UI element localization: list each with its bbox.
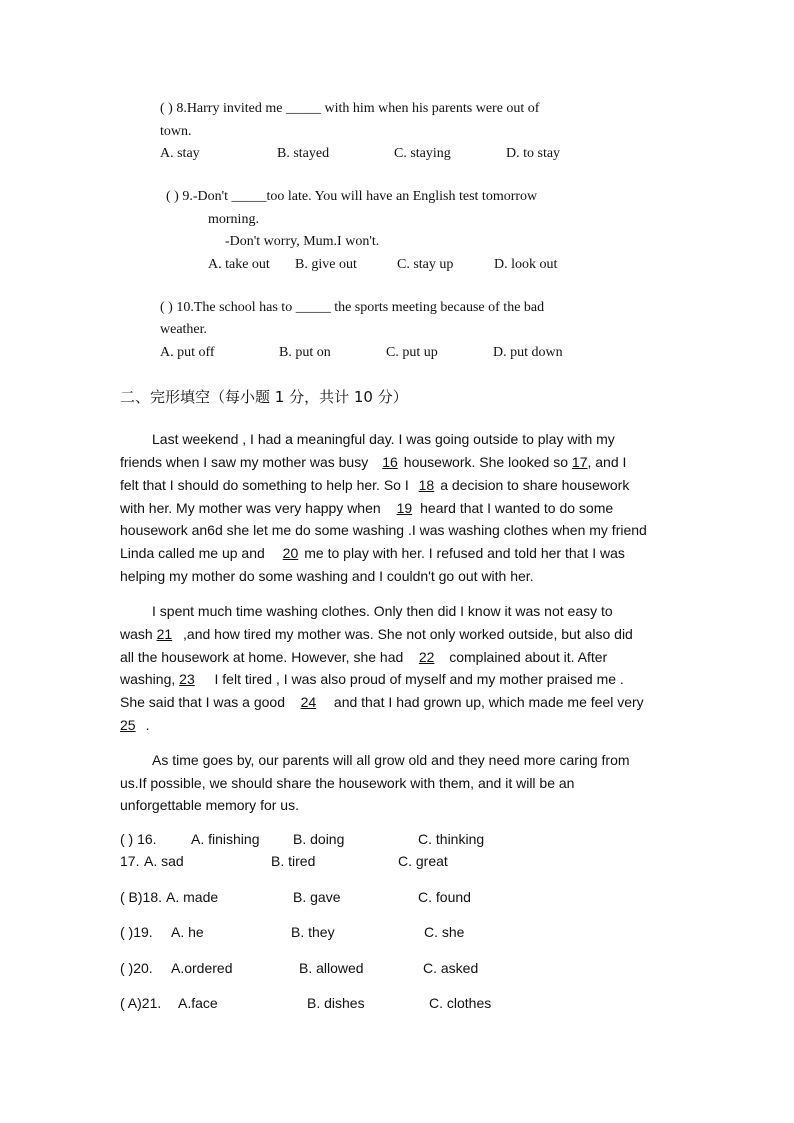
question-8-option-b: B. stayed bbox=[277, 146, 330, 161]
blank-17: 17 bbox=[571, 454, 588, 470]
passage-text: washing, bbox=[120, 671, 176, 687]
passage-text: ,and how tired my mother was. She not only worked outside, but also did bbox=[183, 626, 633, 642]
passage-line bbox=[120, 717, 149, 733]
question-10-option-d: D. put down bbox=[493, 345, 563, 360]
passage-text: She said that I was a good bbox=[120, 694, 285, 710]
cloze-option-21-a: A.face bbox=[178, 995, 218, 1011]
question-9-option-a: A. take out bbox=[208, 257, 270, 272]
passage-line: us.If possible, we should share the housework with them, and it will be an bbox=[120, 775, 575, 791]
blank-20: 20 bbox=[282, 545, 299, 561]
passage-line bbox=[120, 454, 626, 470]
cloze-option-17-b: B. tired bbox=[271, 853, 316, 869]
cloze-option-20-b: B. allowed bbox=[299, 960, 364, 976]
passage-text: me to play with her. I refused and told her that I was bbox=[304, 545, 625, 561]
passage-line bbox=[120, 477, 629, 493]
passage-text: I felt tired , I was also proud of myself and my mother praised me . bbox=[214, 671, 624, 687]
question-9-stem-line1: ( ) 9.-Don't _____too late. You will have an English test tomorrow bbox=[166, 189, 538, 204]
blank-18: 18 bbox=[418, 477, 435, 493]
passage-line: As time goes by, our parents will all grow old and they need more caring from bbox=[152, 752, 630, 768]
question-9-option-b: B. give out bbox=[295, 257, 357, 272]
question-8-option-d: D. to stay bbox=[506, 146, 561, 161]
question-9-option-c: C. stay up bbox=[397, 257, 454, 272]
question-8-stem-line1: ( ) 8.Harry invited me _____ with him when his parents were out of bbox=[160, 101, 540, 116]
blank-25: 25 bbox=[120, 717, 136, 733]
passage-text: with her. My mother was very happy when bbox=[120, 500, 381, 516]
cloze-option-16-number: ( ) 16. bbox=[120, 831, 157, 847]
passage-line bbox=[120, 500, 613, 516]
cloze-option-18-c: C. found bbox=[418, 889, 471, 905]
cloze-option-20-a: A.ordered bbox=[171, 960, 233, 976]
question-9-option-d: D. look out bbox=[494, 257, 558, 272]
section-2-title: 二、完形填空（每小题 1 分，共计 10 分） bbox=[120, 388, 408, 406]
passage-text: Linda called me up and bbox=[120, 545, 265, 561]
blank-24: 24 bbox=[300, 694, 317, 710]
cloze-option-21-b: B. dishes bbox=[307, 995, 365, 1011]
blank-19: 19 bbox=[396, 500, 413, 516]
question-10-stem-line2: weather. bbox=[160, 322, 208, 337]
blank-16: 16 bbox=[382, 454, 398, 470]
cloze-option-19-b: B. they bbox=[291, 924, 335, 940]
passage-line bbox=[120, 626, 633, 642]
cloze-option-17-a: A. sad bbox=[144, 853, 184, 869]
cloze-option-16-b: B. doing bbox=[293, 831, 345, 847]
cloze-option-18-b: B. gave bbox=[293, 889, 341, 905]
passage-text: felt that I should do something to help her. So I bbox=[120, 477, 409, 493]
question-10-option-c: C. put up bbox=[386, 345, 438, 360]
blank-22: 22 bbox=[418, 649, 435, 665]
cloze-option-18-a: A. made bbox=[166, 889, 219, 905]
question-8-stem-line2: town. bbox=[160, 124, 192, 139]
blank-23: 23 bbox=[179, 671, 195, 687]
cloze-option-21-c: C. clothes bbox=[429, 995, 492, 1011]
cloze-option-21-number: ( A)21. bbox=[120, 995, 162, 1011]
passage-line bbox=[120, 545, 625, 561]
passage-line bbox=[120, 671, 624, 687]
passage-text: heard that I wanted to do some bbox=[420, 500, 614, 516]
passage-text: , and I bbox=[587, 454, 627, 470]
passage-text: housework. She looked so bbox=[403, 454, 569, 470]
cloze-option-19-number: ( )19. bbox=[120, 924, 153, 940]
question-10-option-b: B. put on bbox=[279, 345, 331, 360]
cloze-option-17-c: C. great bbox=[398, 853, 448, 869]
question-8-option-c: C. staying bbox=[394, 146, 451, 161]
question-8-option-a: A. stay bbox=[160, 146, 200, 161]
passage-text: a decision to share housework bbox=[440, 477, 630, 493]
passage-line bbox=[120, 649, 607, 665]
passage-line: Last weekend , I had a meaningful day. I was going outside to play with my bbox=[152, 431, 615, 447]
passage-line: unforgettable memory for us. bbox=[120, 797, 299, 813]
passage-text: complained about it. After bbox=[449, 649, 608, 665]
cloze-option-18-number: ( B)18. bbox=[120, 889, 163, 905]
cloze-option-19-a: A. he bbox=[171, 924, 204, 940]
passage-text: wash bbox=[120, 626, 153, 642]
passage-text: . bbox=[145, 717, 150, 733]
question-9-stem-line3: -Don't worry, Mum.I won't. bbox=[225, 234, 380, 249]
question-9-stem-line2: morning. bbox=[208, 212, 259, 227]
cloze-option-19-c: C. she bbox=[424, 924, 465, 940]
passage-line: helping my mother do some washing and I couldn't go out with her. bbox=[120, 568, 534, 584]
passage-line bbox=[120, 694, 644, 710]
passage-text: all the housework at home. However, she had bbox=[120, 649, 404, 665]
question-10-option-a: A. put off bbox=[160, 345, 215, 360]
cloze-option-16-a: A. finishing bbox=[191, 831, 260, 847]
question-10-stem-line1: ( ) 10.The school has to _____ the sports meeting because of the bad bbox=[160, 300, 545, 315]
cloze-option-20-number: ( )20. bbox=[120, 960, 153, 976]
cloze-option-16-c: C. thinking bbox=[418, 831, 485, 847]
passage-line: I spent much time washing clothes. Only then did I know it was not easy to bbox=[152, 603, 613, 619]
blank-21: 21 bbox=[156, 626, 173, 642]
passage-text: friends when I saw my mother was busy bbox=[120, 454, 369, 470]
passage-line: housework an6d she let me do some washing .I was washing clothes when my friend bbox=[120, 522, 647, 538]
cloze-option-17-number: 17. bbox=[120, 853, 140, 869]
passage-text: and that I had grown up, which made me feel very bbox=[333, 694, 644, 710]
cloze-option-20-c: C. asked bbox=[423, 960, 479, 976]
